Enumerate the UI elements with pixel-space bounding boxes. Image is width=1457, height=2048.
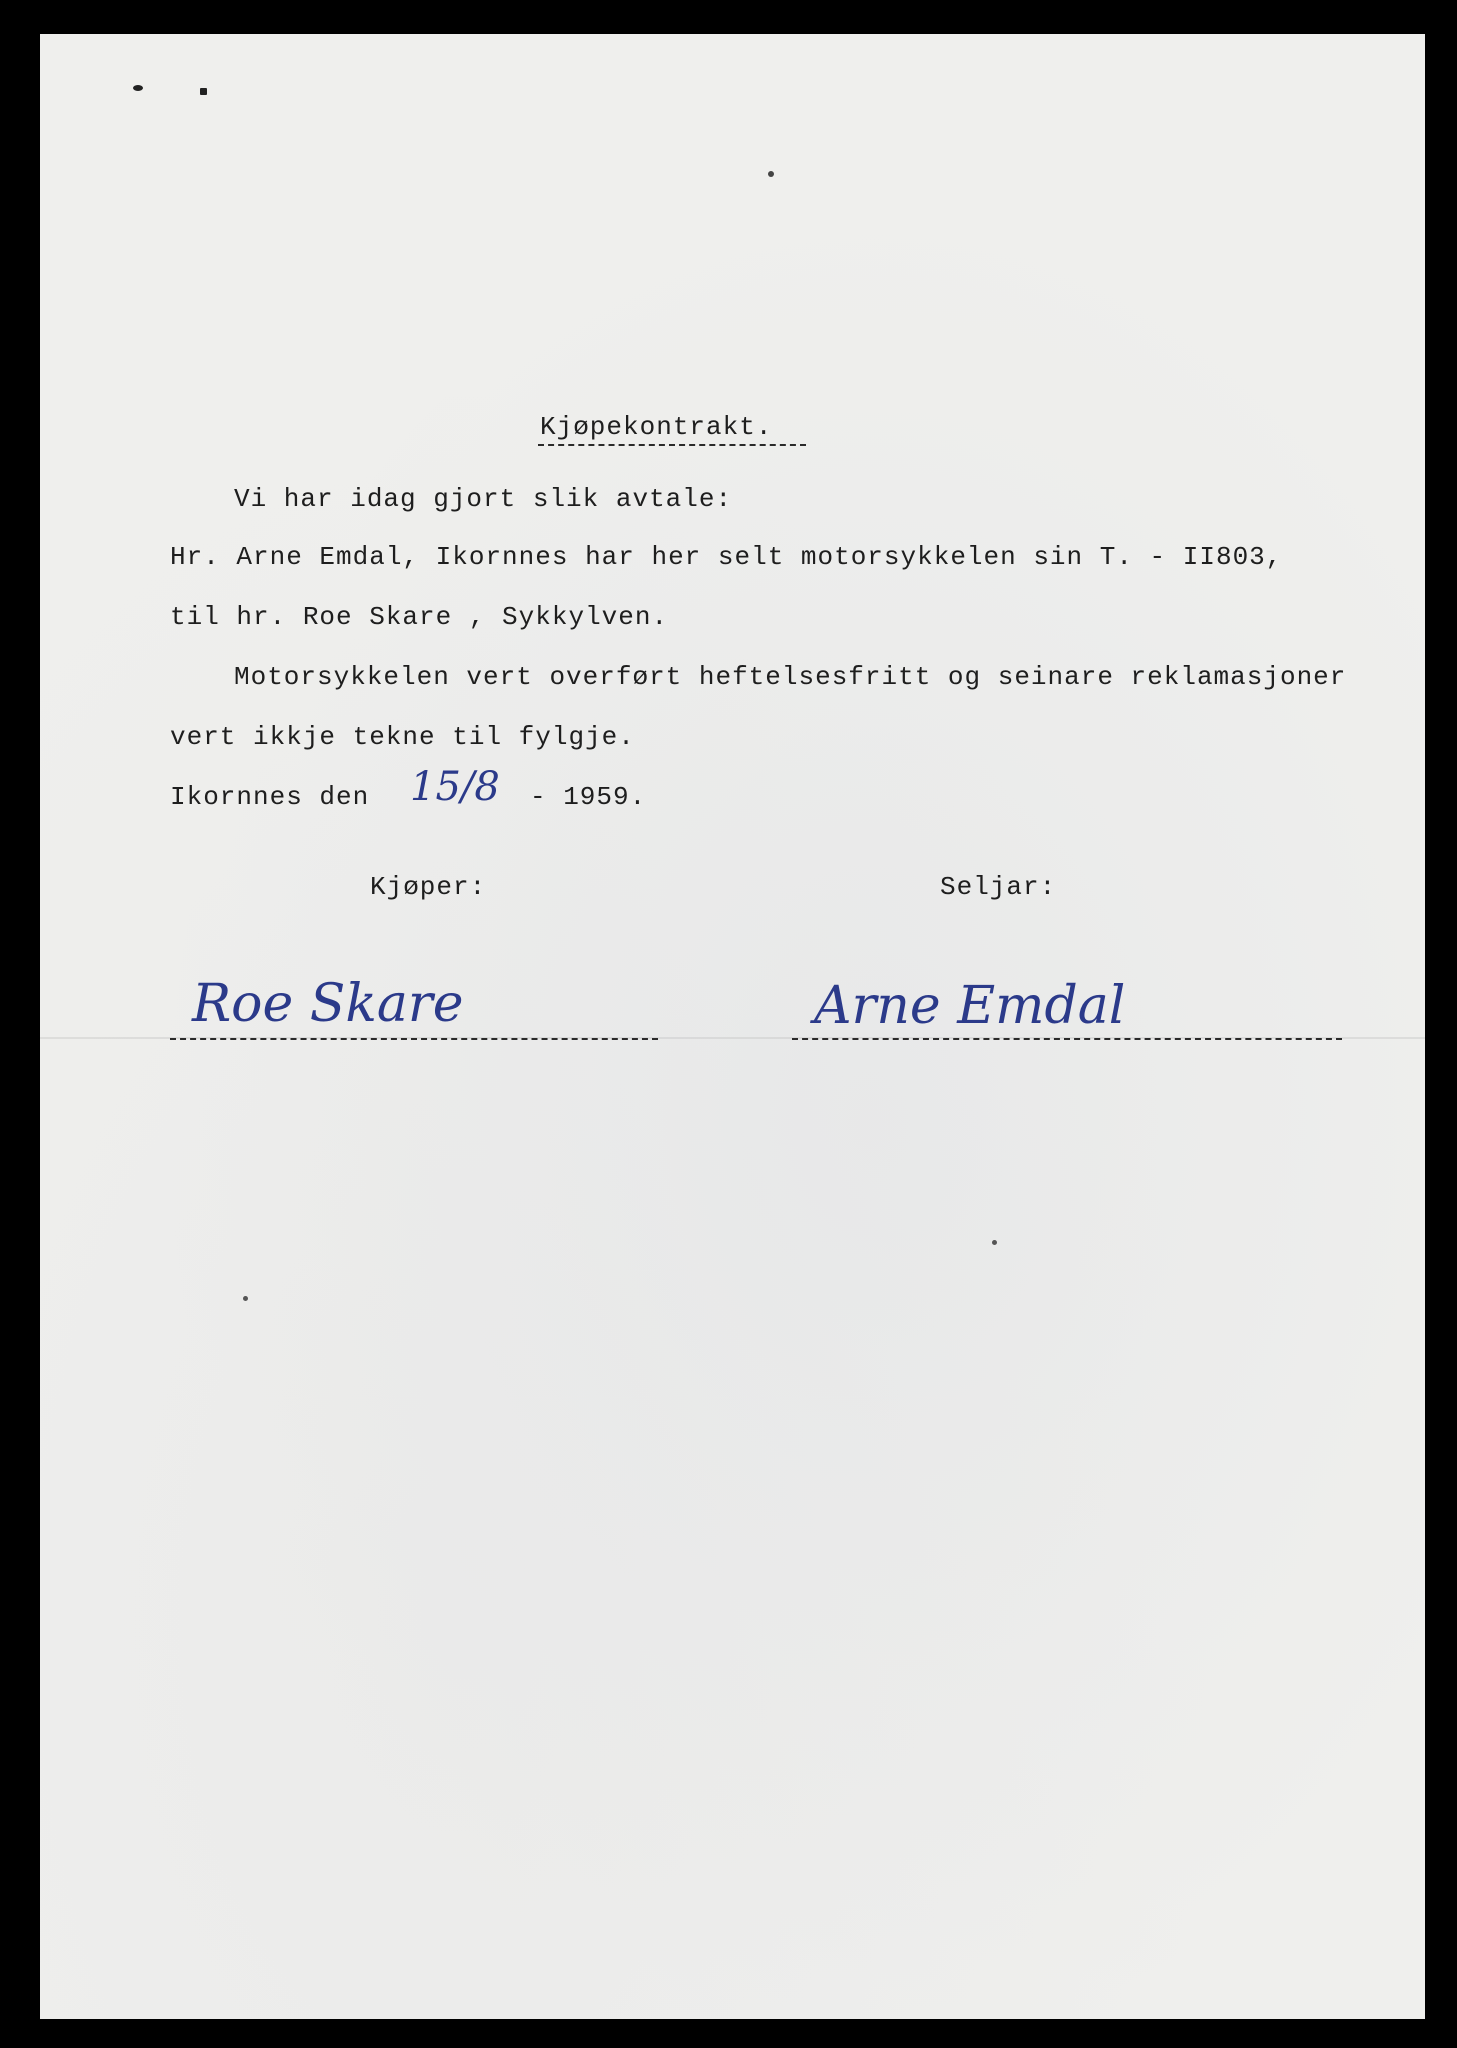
buyer-signature-line xyxy=(170,1038,658,1040)
text-line-5: vert ikkje tekne til fylgje. xyxy=(170,722,635,752)
buyer-signature: Roe Skare xyxy=(192,974,464,1034)
ink-speck xyxy=(768,171,774,177)
seller-label: Seljar: xyxy=(940,872,1057,902)
ink-speck xyxy=(243,1296,248,1301)
seller-signature-line xyxy=(792,1038,1342,1040)
paragraph-2: Motorsykkelen vert overført heftelsesfritt og seinare reklamasjoner xyxy=(234,662,1347,692)
handwritten-date: 15/8 xyxy=(410,764,500,810)
title-underline xyxy=(538,444,806,446)
buyer-label: Kjøper: xyxy=(370,872,487,902)
document-page xyxy=(40,34,1425,2019)
ink-speck xyxy=(200,88,207,95)
date-place: Ikornnes den xyxy=(170,782,370,812)
seller-signature: Arne Emdal xyxy=(814,976,1126,1036)
text-line-3: til hr. Roe Skare , Sykkylven. xyxy=(170,602,669,632)
date-year: - 1959. xyxy=(530,782,647,812)
ink-speck xyxy=(992,1240,997,1245)
document-title: Kjøpekontrakt. xyxy=(540,412,773,442)
ink-speck xyxy=(133,85,143,91)
text-line-2: Hr. Arne Emdal, Ikornnes har her selt motorsykkelen sin T. - II803, xyxy=(170,542,1283,572)
paragraph-1: Vi har idag gjort slik avtale: xyxy=(234,484,733,514)
